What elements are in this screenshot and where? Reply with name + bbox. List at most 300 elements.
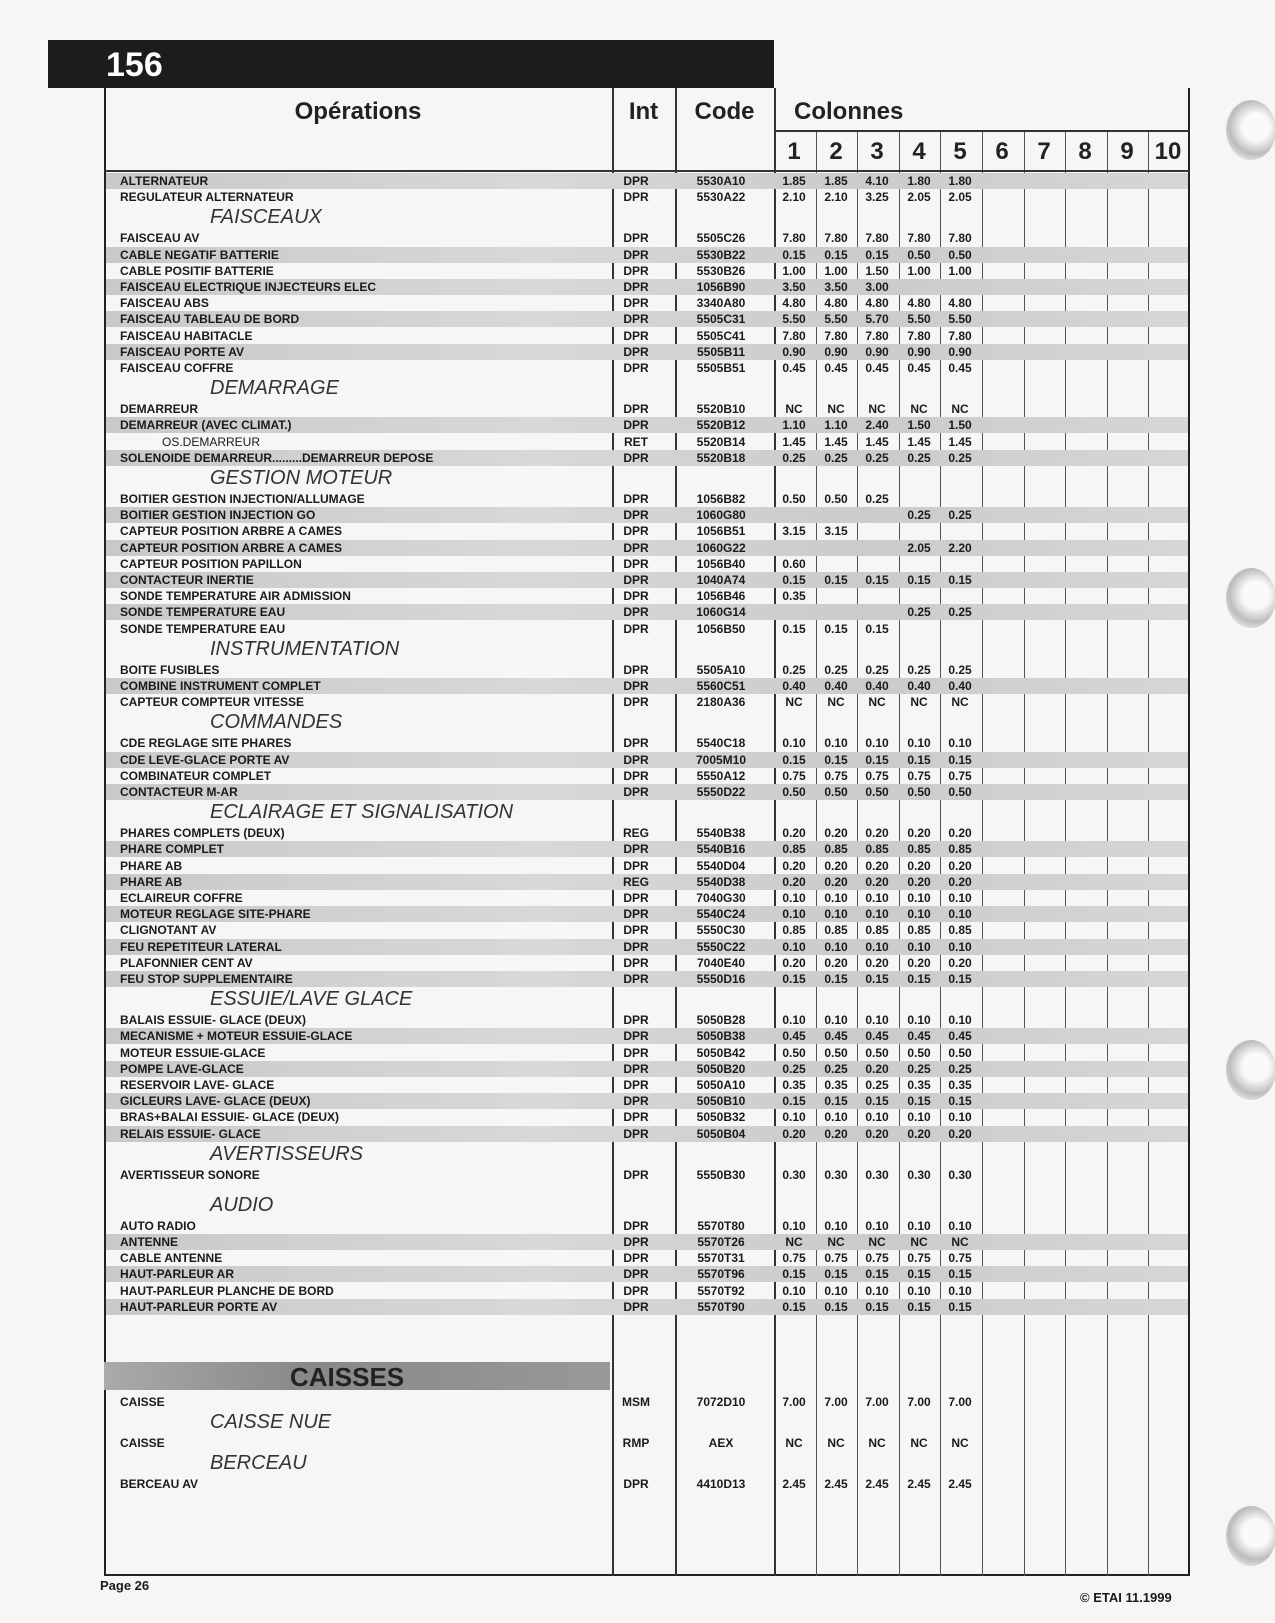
operation-label: HAUT-PARLEUR PLANCHE DE BORD xyxy=(120,1283,334,1298)
value-cell-col5: 0.45 xyxy=(948,361,972,375)
code-cell: 5050A10 xyxy=(696,1078,746,1092)
value-cell-col1: 0.40 xyxy=(782,679,806,693)
value-cell-col1: 0.60 xyxy=(782,556,806,571)
operation-label: FAISCEAU ELECTRIQUE INJECTEURS ELEC xyxy=(120,280,377,294)
value-cell-col4: 0.25 xyxy=(907,450,931,465)
value-cell-col5: 0.40 xyxy=(948,679,972,693)
value-cell-col2: 0.45 xyxy=(824,1029,848,1044)
value-cell-col2: 0.10 xyxy=(824,736,848,751)
value-cell-col4: 0.10 xyxy=(907,736,931,751)
value-cell-col3: 0.25 xyxy=(865,662,889,677)
value-cell-col5: 0.25 xyxy=(948,662,972,677)
value-cell-col4: 0.20 xyxy=(907,826,931,841)
value-cell-col4: 0.85 xyxy=(907,842,931,857)
value-cell-col1: 0.85 xyxy=(782,842,806,857)
code-cell: 3340A80 xyxy=(696,296,746,311)
table-row xyxy=(106,1394,1188,1410)
value-cell-col1: 0.10 xyxy=(782,907,806,922)
value-cell-col3: 0.15 xyxy=(865,752,889,767)
value-cell-col2: 0.20 xyxy=(824,1126,848,1141)
value-cell-col5: 0.10 xyxy=(948,1283,972,1298)
code-cell: 5570T31 xyxy=(697,1251,745,1266)
column-number-7: 7 xyxy=(1037,138,1051,165)
section-heading: AVERTISSEURS xyxy=(210,1142,364,1165)
value-cell-col1: 0.15 xyxy=(782,972,806,986)
binder-hole xyxy=(1226,1040,1275,1100)
operation-label: SONDE TEMPERATURE EAU xyxy=(120,605,286,620)
code-cell: 5570T90 xyxy=(697,1299,745,1314)
table-row xyxy=(106,247,1188,263)
value-cell-col4: 0.15 xyxy=(907,1267,931,1282)
value-cell-col4: 0.10 xyxy=(907,939,931,954)
code-cell: 5540C18 xyxy=(696,736,746,751)
operation-label: MECANISME + MOTEUR ESSUIE-GLACE xyxy=(120,1029,353,1044)
value-cell-col5: 0.10 xyxy=(948,939,972,954)
value-cell-col3: 0.30 xyxy=(865,1167,889,1182)
value-cell-col2: 0.85 xyxy=(824,842,848,857)
int-cell: DPR xyxy=(623,524,649,539)
value-cell-col3: 0.50 xyxy=(865,785,889,799)
binder-hole xyxy=(1226,100,1275,160)
value-cell-col4: 4.80 xyxy=(907,296,931,311)
int-cell: DPR xyxy=(623,1078,649,1092)
int-cell: DPR xyxy=(623,174,649,188)
value-cell-col4: 0.25 xyxy=(907,1061,931,1076)
value-cell-col4: 0.20 xyxy=(907,955,931,970)
value-cell-col1: 0.25 xyxy=(782,450,806,465)
value-cell-col4: 0.45 xyxy=(907,1029,931,1044)
code-cell: 5570T80 xyxy=(697,1218,745,1233)
value-cell-col2: NC xyxy=(827,402,845,417)
value-cell-col5: 0.10 xyxy=(948,891,972,905)
table-row xyxy=(106,1218,1188,1234)
value-cell-col4: 0.25 xyxy=(907,508,931,523)
value-cell-col5: 0.20 xyxy=(948,826,972,841)
caisses-title: CAISSES xyxy=(290,1362,405,1392)
value-cell-col2: NC xyxy=(827,1235,845,1249)
value-cell-col1: 3.50 xyxy=(782,280,806,294)
table-row xyxy=(106,971,1188,987)
code-cell: 1060G22 xyxy=(696,540,746,555)
int-cell: DPR xyxy=(623,1110,649,1125)
header-int: Int xyxy=(628,98,659,125)
value-cell-col2: 4.80 xyxy=(824,296,848,311)
value-cell-col4: 0.50 xyxy=(907,247,931,262)
value-cell-col4: 0.30 xyxy=(907,1167,931,1182)
value-cell-col2: 0.10 xyxy=(824,1013,848,1028)
value-cell-col5: 1.45 xyxy=(948,434,972,449)
value-cell-col1: NC xyxy=(785,1436,803,1451)
value-cell-col4: 1.50 xyxy=(907,418,931,433)
binder-hole xyxy=(1226,568,1275,628)
footer-page: Page 26 xyxy=(100,1578,150,1593)
value-cell-col4: 0.75 xyxy=(907,768,931,783)
code-cell: 5530B22 xyxy=(696,247,746,262)
table-row xyxy=(106,955,1188,971)
operation-label: CONTACTEUR INERTIE xyxy=(120,573,254,587)
code-cell: 5550D22 xyxy=(696,785,746,799)
value-cell-col2: 0.30 xyxy=(824,1167,848,1182)
code-cell: 5550B30 xyxy=(696,1167,746,1182)
operation-label: RELAIS ESSUIE- GLACE xyxy=(120,1126,261,1141)
value-cell-col1: 1.10 xyxy=(782,418,806,433)
code-cell: 2180A36 xyxy=(696,695,746,710)
int-cell: DPR xyxy=(623,402,649,417)
table-row xyxy=(106,662,1188,678)
value-cell-col5: NC xyxy=(951,1436,969,1451)
value-cell-col4: 0.15 xyxy=(907,752,931,767)
value-cell-col2: 7.80 xyxy=(824,231,848,246)
value-cell-col3: 0.15 xyxy=(865,573,889,587)
int-cell: DPR xyxy=(623,361,649,375)
value-cell-col5: 0.35 xyxy=(948,1078,972,1092)
code-cell: 1056B40 xyxy=(696,556,746,571)
operation-label: DEMARREUR (AVEC CLIMAT.) xyxy=(120,418,292,433)
value-cell-col5: 1.50 xyxy=(948,418,972,433)
value-cell-col2: 0.75 xyxy=(824,768,848,783)
value-cell-col1: 0.15 xyxy=(782,247,806,262)
value-cell-col3: 0.90 xyxy=(865,344,889,359)
operation-label: FAISCEAU HABITACLE xyxy=(120,328,253,343)
value-cell-col3: 0.10 xyxy=(865,736,889,751)
value-cell-col5: 7.00 xyxy=(948,1395,972,1409)
operation-label: FEU REPETITEUR LATERAL xyxy=(120,939,282,954)
value-cell-col4: 0.10 xyxy=(907,1218,931,1233)
value-cell-col2: 0.20 xyxy=(824,826,848,841)
operation-label: CONTACTEUR M-AR xyxy=(120,785,238,799)
table-row xyxy=(106,230,1188,246)
value-cell-col3: 1.45 xyxy=(865,434,889,449)
value-cell-col3: 0.15 xyxy=(865,621,889,636)
value-cell-col5: 0.30 xyxy=(948,1167,972,1182)
value-cell-col3: 2.45 xyxy=(865,1477,889,1492)
int-cell: DPR xyxy=(623,768,649,783)
code-cell: 5050B04 xyxy=(696,1126,746,1141)
int-cell: DPR xyxy=(623,540,649,555)
value-cell-col5: NC xyxy=(951,695,969,710)
value-cell-col4: NC xyxy=(910,402,928,417)
value-cell-col5: 5.50 xyxy=(948,312,972,327)
value-cell-col3: 0.75 xyxy=(865,768,889,783)
value-cell-col5: 0.15 xyxy=(948,1267,972,1282)
value-cell-col2: 0.15 xyxy=(824,621,848,636)
value-cell-col4: 2.05 xyxy=(907,540,931,555)
value-cell-col3: 0.15 xyxy=(865,1267,889,1282)
value-cell-col4: 2.05 xyxy=(907,190,931,205)
binder-hole xyxy=(1226,1506,1275,1566)
value-cell-col3: NC xyxy=(868,1235,886,1249)
code-cell: 5550C22 xyxy=(696,939,746,954)
table-row xyxy=(106,540,1188,556)
section-heading: AUDIO xyxy=(210,1193,274,1216)
operation-label: FEU STOP SUPPLEMENTAIRE xyxy=(120,972,293,986)
table-row xyxy=(106,588,1188,604)
value-cell-col5: 1.80 xyxy=(948,174,972,188)
value-cell-col1: 0.10 xyxy=(782,1283,806,1298)
code-cell: 1056B50 xyxy=(696,621,746,636)
operation-label: BALAIS ESSUIE- GLACE (DEUX) xyxy=(120,1013,307,1028)
value-cell-col1: 0.25 xyxy=(782,1061,806,1076)
operation-label: CAPTEUR POSITION ARBRE A CAMES xyxy=(120,540,343,555)
table-row xyxy=(106,360,1188,376)
operation-label: FAISCEAU AV xyxy=(120,231,200,246)
table-row xyxy=(106,768,1188,784)
value-cell-col1: 7.00 xyxy=(782,1395,806,1409)
column-number-10: 10 xyxy=(1154,138,1182,165)
code-cell: 5540D04 xyxy=(696,858,746,873)
table-row xyxy=(106,279,1188,295)
value-cell-col3: 2.40 xyxy=(865,418,889,433)
value-cell-col5: 0.50 xyxy=(948,1045,972,1060)
value-cell-col4: 7.80 xyxy=(907,231,931,246)
value-cell-col2: 0.10 xyxy=(824,939,848,954)
code-cell: 1060G14 xyxy=(696,605,746,620)
value-cell-col3: 0.20 xyxy=(865,955,889,970)
int-cell: DPR xyxy=(623,508,649,523)
value-cell-col1: 0.35 xyxy=(782,589,806,604)
value-cell-col4: 0.50 xyxy=(907,785,931,799)
value-cell-col2: 3.15 xyxy=(824,524,848,539)
value-cell-col4: 0.35 xyxy=(907,1078,931,1092)
operation-label: FAISCEAU ABS xyxy=(120,296,209,311)
int-cell: DPR xyxy=(623,1167,649,1182)
value-cell-col2: 3.50 xyxy=(824,280,848,294)
value-cell-col4: 7.00 xyxy=(907,1395,931,1409)
value-cell-col5: 0.15 xyxy=(948,1094,972,1109)
colonnes-divider xyxy=(774,130,1190,132)
table-row xyxy=(106,621,1188,637)
value-cell-col3: 0.20 xyxy=(865,858,889,873)
value-cell-col1: 2.10 xyxy=(782,190,806,205)
int-cell: DPR xyxy=(623,736,649,751)
value-cell-col1: 0.25 xyxy=(782,662,806,677)
value-cell-col2: 0.50 xyxy=(824,492,848,506)
operation-label: SOLENOIDE DEMARREUR.........DEMARREUR DEPOSE xyxy=(120,450,434,465)
int-cell: DPR xyxy=(623,1126,649,1141)
operation-label: PHARE AB xyxy=(120,858,183,873)
table-row xyxy=(106,752,1188,768)
code-cell: 5540D38 xyxy=(696,874,746,889)
value-cell-col1: 0.75 xyxy=(782,768,806,783)
int-cell: DPR xyxy=(623,695,649,710)
operation-label: ALTERNATEUR xyxy=(120,174,209,188)
value-cell-col2: 0.10 xyxy=(824,907,848,922)
int-cell: DPR xyxy=(623,1283,649,1298)
code-cell: 5520B12 xyxy=(696,418,746,433)
value-cell-col3: 0.25 xyxy=(865,450,889,465)
code-cell: 5050B42 xyxy=(696,1045,746,1060)
table-row xyxy=(106,263,1188,279)
column-number-2: 2 xyxy=(829,138,843,165)
table-row xyxy=(106,922,1188,938)
value-cell-col3: NC xyxy=(868,402,886,417)
value-cell-col2: 0.10 xyxy=(824,1218,848,1233)
operation-label: CDE REGLAGE SITE PHARES xyxy=(120,736,292,751)
code-cell: 1056B46 xyxy=(696,589,746,604)
value-cell-col4: 0.15 xyxy=(907,1299,931,1314)
code-cell: 5520B14 xyxy=(696,434,746,449)
value-cell-col2: 0.40 xyxy=(824,679,848,693)
value-cell-col1: 0.35 xyxy=(782,1078,806,1092)
value-cell-col3: 0.20 xyxy=(865,826,889,841)
code-cell: 5050B38 xyxy=(696,1029,746,1044)
table-row xyxy=(106,434,1188,450)
value-cell-col4: 7.80 xyxy=(907,328,931,343)
header-colonnes: Colonnes xyxy=(794,98,904,125)
operation-label: AVERTISSEUR SONORE xyxy=(120,1167,260,1182)
value-cell-col3: 0.40 xyxy=(865,679,889,693)
value-cell-col1: 0.20 xyxy=(782,955,806,970)
value-cell-col5: 0.25 xyxy=(948,508,972,523)
table-row xyxy=(106,874,1188,890)
section-heading: ECLAIRAGE ET SIGNALISATION xyxy=(210,801,514,824)
value-cell-col5: 0.10 xyxy=(948,1110,972,1125)
page-number: 156 xyxy=(106,46,163,84)
value-cell-col2: 0.45 xyxy=(824,361,848,375)
value-cell-col1: 0.20 xyxy=(782,826,806,841)
operation-label: COMBINE INSTRUMENT COMPLET xyxy=(120,679,321,693)
int-cell: DPR xyxy=(623,328,649,343)
code-cell: 5570T96 xyxy=(697,1267,745,1282)
value-cell-col1: 0.50 xyxy=(782,785,806,799)
value-cell-col4: 1.80 xyxy=(907,174,931,188)
table-row xyxy=(106,417,1188,433)
value-cell-col4: 0.20 xyxy=(907,858,931,873)
operation-label: OS.DEMARREUR xyxy=(162,434,261,449)
code-cell: 5505C31 xyxy=(696,312,746,327)
value-cell-col2: 0.10 xyxy=(824,1283,848,1298)
code-cell: 5540B38 xyxy=(696,826,746,841)
table-row xyxy=(106,1012,1188,1028)
value-cell-col5: 0.15 xyxy=(948,1299,972,1314)
code-cell: 4410D13 xyxy=(696,1477,746,1492)
value-cell-col3: 0.15 xyxy=(865,1094,889,1109)
value-cell-col4: 2.45 xyxy=(907,1477,931,1492)
int-cell: DPR xyxy=(623,247,649,262)
int-cell: DPR xyxy=(623,923,649,938)
code-cell: 1056B82 xyxy=(696,492,746,506)
value-cell-col3: 0.10 xyxy=(865,1218,889,1233)
operation-label: CDE LEVE-GLACE PORTE AV xyxy=(120,752,290,767)
value-cell-col5: 0.45 xyxy=(948,1029,972,1044)
value-cell-col3: 0.20 xyxy=(865,1126,889,1141)
code-cell: 1056B51 xyxy=(696,524,746,539)
code-cell: 5530A22 xyxy=(696,190,746,205)
value-cell-col3: 0.10 xyxy=(865,907,889,922)
table-row xyxy=(106,450,1188,466)
value-cell-col1: 1.85 xyxy=(782,174,806,188)
value-cell-col5: 0.15 xyxy=(948,752,972,767)
value-cell-col2: 0.35 xyxy=(824,1078,848,1092)
value-cell-col2: 0.15 xyxy=(824,247,848,262)
table-row xyxy=(106,1061,1188,1077)
value-cell-col2: 1.85 xyxy=(824,174,848,188)
value-cell-col3: NC xyxy=(868,1436,886,1451)
value-cell-col3: 0.45 xyxy=(865,361,889,375)
operation-label: CAPTEUR COMPTEUR VITESSE xyxy=(120,695,305,710)
value-cell-col5: NC xyxy=(951,1235,969,1249)
int-cell: MSM xyxy=(622,1395,650,1409)
value-cell-col5: NC xyxy=(951,402,969,417)
table-row xyxy=(106,825,1188,841)
value-cell-col5: 0.20 xyxy=(948,955,972,970)
operation-label: FAISCEAU TABLEAU DE BORD xyxy=(120,312,300,327)
value-cell-col1: 2.45 xyxy=(782,1477,806,1492)
value-cell-col3: 0.75 xyxy=(865,1251,889,1266)
code-cell: 1056B90 xyxy=(696,280,746,294)
value-cell-col1: 0.20 xyxy=(782,874,806,889)
header-code: Code xyxy=(694,98,755,125)
operation-label: SONDE TEMPERATURE EAU xyxy=(120,621,286,636)
operation-label: BERCEAU AV xyxy=(120,1477,199,1492)
int-cell: DPR xyxy=(623,344,649,359)
value-cell-col4: 0.15 xyxy=(907,1094,931,1109)
operation-label: DEMARREUR xyxy=(120,402,198,417)
operation-label: CABLE NEGATIF BATTERIE xyxy=(120,247,279,262)
int-cell: DPR xyxy=(623,1251,649,1266)
code-cell: 5520B10 xyxy=(696,402,746,417)
value-cell-col4: 0.10 xyxy=(907,1283,931,1298)
value-cell-col3: 0.10 xyxy=(865,1013,889,1028)
table-row xyxy=(106,1435,1188,1451)
value-cell-col4: 0.10 xyxy=(907,891,931,905)
int-cell: DPR xyxy=(623,752,649,767)
table-row xyxy=(106,678,1188,694)
value-cell-col1: 0.45 xyxy=(782,361,806,375)
value-cell-col4: NC xyxy=(910,695,928,710)
operation-label: ECLAIREUR COFFRE xyxy=(120,891,243,905)
code-cell: 7072D10 xyxy=(696,1395,746,1409)
value-cell-col1: NC xyxy=(785,695,803,710)
operation-label: CAISSE xyxy=(120,1436,165,1451)
value-cell-col2: 0.25 xyxy=(824,450,848,465)
value-cell-col1: 0.10 xyxy=(782,939,806,954)
value-cell-col5: 0.90 xyxy=(948,344,972,359)
value-cell-col4: 0.25 xyxy=(907,662,931,677)
table-row xyxy=(106,401,1188,417)
table-row xyxy=(106,1234,1188,1250)
value-cell-col5: 0.15 xyxy=(948,573,972,587)
value-cell-col4: 0.40 xyxy=(907,679,931,693)
int-cell: DPR xyxy=(623,280,649,294)
value-cell-col5: 1.00 xyxy=(948,263,972,278)
column-number-4: 4 xyxy=(912,138,926,165)
value-cell-col4: 0.50 xyxy=(907,1045,931,1060)
value-cell-col1: 0.15 xyxy=(782,621,806,636)
int-cell: DPR xyxy=(623,605,649,620)
value-cell-col3: 7.00 xyxy=(865,1395,889,1409)
value-cell-col2: 2.45 xyxy=(824,1477,848,1492)
table-row xyxy=(106,311,1188,327)
value-cell-col1: 0.15 xyxy=(782,1094,806,1109)
value-cell-col2: 0.10 xyxy=(824,891,848,905)
value-cell-col4: 0.10 xyxy=(907,1110,931,1125)
int-cell: DPR xyxy=(623,556,649,571)
int-cell: DPR xyxy=(623,1045,649,1060)
value-cell-col4: 0.20 xyxy=(907,1126,931,1141)
value-cell-col4: 0.15 xyxy=(907,573,931,587)
value-cell-col5: 7.80 xyxy=(948,231,972,246)
value-cell-col3: 0.50 xyxy=(865,1045,889,1060)
value-cell-col3: 0.45 xyxy=(865,1029,889,1044)
table-row xyxy=(106,1167,1188,1183)
table-row xyxy=(106,572,1188,588)
table-row xyxy=(106,1266,1188,1282)
value-cell-col5: 0.75 xyxy=(948,768,972,783)
value-cell-col1: 0.75 xyxy=(782,1251,806,1266)
table-row xyxy=(106,491,1188,507)
value-cell-col5: 0.85 xyxy=(948,923,972,938)
